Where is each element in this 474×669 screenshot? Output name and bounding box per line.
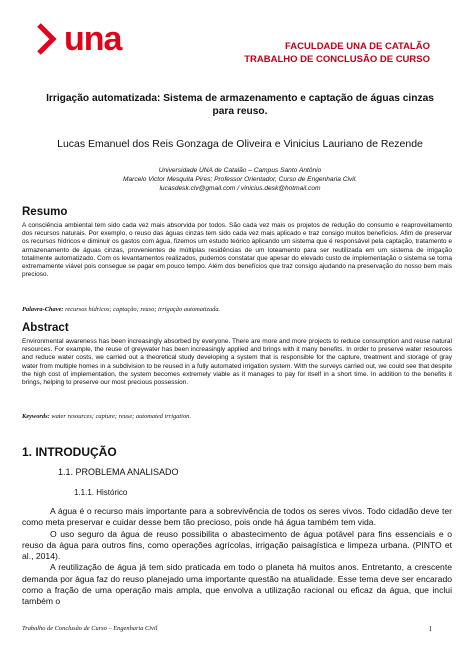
footer-text: Trabalho de Conclusão de Curso – Engenharia Civil bbox=[22, 625, 158, 632]
faculty-name: FACULDADE UNA DE CATALÃO bbox=[285, 41, 430, 52]
affiliation-advisor: Marcelo Victor Mesquita Pires; Professor Orientador, Curso de Engenharia Civil. bbox=[122, 176, 358, 183]
abstract-keywords bbox=[22, 413, 452, 421]
authors: Lucas Emanuel dos Reis Gonzaga de Oliveira e Vinicius Lauriano de Rezende bbox=[57, 138, 423, 150]
paragraph: A reutilização de água já tem sido praticada em todo o planeta há muitos anos. Entretanto, a crescente demanda por água faz do reuso planejado uma importante questão na atualidade. Esse tema deve ser encarado como a fração de uma operação mais ampla, que envolva a utilização racional ou eficaz da água, que inclui também o bbox=[22, 562, 452, 607]
logo-text: una bbox=[64, 20, 122, 58]
keywords-label: Keywords: bbox=[22, 413, 50, 420]
resumo-heading: Resumo bbox=[22, 206, 68, 218]
affiliation-university: Universidade UNA de Catalão – Campus Santo Antônio bbox=[158, 167, 322, 174]
work-type: TRABALHO DE CONCLUSÃO DE CURSO bbox=[244, 54, 430, 65]
paragraph: O uso seguro da água de reuso possibilita o abastecimento de água potável para fins essenciais e o reuso da água para outros fins, como operações agrícolas, irrigação paisagística e limpeza urbana. (PINTO et al., 2014). bbox=[22, 528, 452, 562]
subsection-heading: 1.1. PROBLEMA ANALISADO bbox=[58, 467, 179, 477]
keywords-value: recursos hídricos; captação; reuso; irrigação automatizada. bbox=[65, 306, 221, 313]
section-heading: 1. INTRODUÇÃO bbox=[22, 445, 117, 459]
faculty-header bbox=[244, 40, 430, 66]
keywords-value: water resources; capture; reuse; automated irrigation. bbox=[51, 413, 191, 420]
abstract-heading: Abstract bbox=[22, 322, 69, 334]
paragraph: A água é o recurso mais importante para a sobrevivência de todos os seres vivos. Todo cidadão deve ter como meta preservar e cuidar desse bem tão precioso, pois onde há água também tem vida. bbox=[22, 506, 452, 528]
resumo-keywords bbox=[22, 306, 452, 314]
subsubsection-heading: 1.1.1. Histórico bbox=[74, 488, 128, 497]
page-number: 1 bbox=[428, 625, 432, 633]
abstract-text: Environmental awareness has been increasingly absorbed by everyone. There are more and more projects to reduce consumption and reuse natural resources. For example, the reuse of greywater has been increasingly applied and brings with it many benefits. In order to preserve water resources and reduce water costs, we carried out a theoretical study developing a system that is responsible for the capture, treatment and storage of gray water from multiple homes in a subdivision to be reused in a fully automated irrigation system. With the surveys carried out, we could see that despite the high cost of implementation, the system becomes extremely viable as it manages to pay for itself in a short time. In addition to the benefits it brings, helping to preserve our most precious possession. bbox=[22, 338, 452, 387]
resumo-text: A consciência ambiental tem sido cada vez mais absorvida por todos. São cada vez mais os projetos de redução do consumo e reaproveitamento dos recursos naturais. Por exemplo, o reuso das águas cinzas tem sido cada vez mais aplicado e traz consigo muitos benefícios. Afim de preservar os recursos hídricos e diminuir os gastos com água, fizemos um estudo teórico aplicando um sistema que é responsável pela captação, tratamento e armazenamento de águas cinzas, provenientes de múltiplas residências de um loteamento para ser reutilizada em um sistema de irrigação totalmente automatizado. Com os levantamentos realizados, pudemos constatar que apesar do elevado custo de implementação o sistema se torna extremamente viável pois consegue se pagar em pouco tempo. Além dos benefícios que traz consigo ajudando na preservação do nosso bem mais precioso. bbox=[22, 222, 452, 279]
keywords-label: Palavra-Chave: bbox=[22, 306, 64, 313]
una-logo bbox=[36, 22, 121, 56]
affiliation-emails: lucasdesk.clv@gmail.com / vinicius.desk@hotmail.com bbox=[159, 185, 321, 192]
body-text bbox=[22, 506, 452, 608]
chevron-logo-icon bbox=[36, 22, 58, 56]
paper-title: Irrigação automatizada: Sistema de armazenamento e captação de águas cinzas para reuso. bbox=[46, 93, 434, 117]
affiliation bbox=[40, 166, 440, 193]
